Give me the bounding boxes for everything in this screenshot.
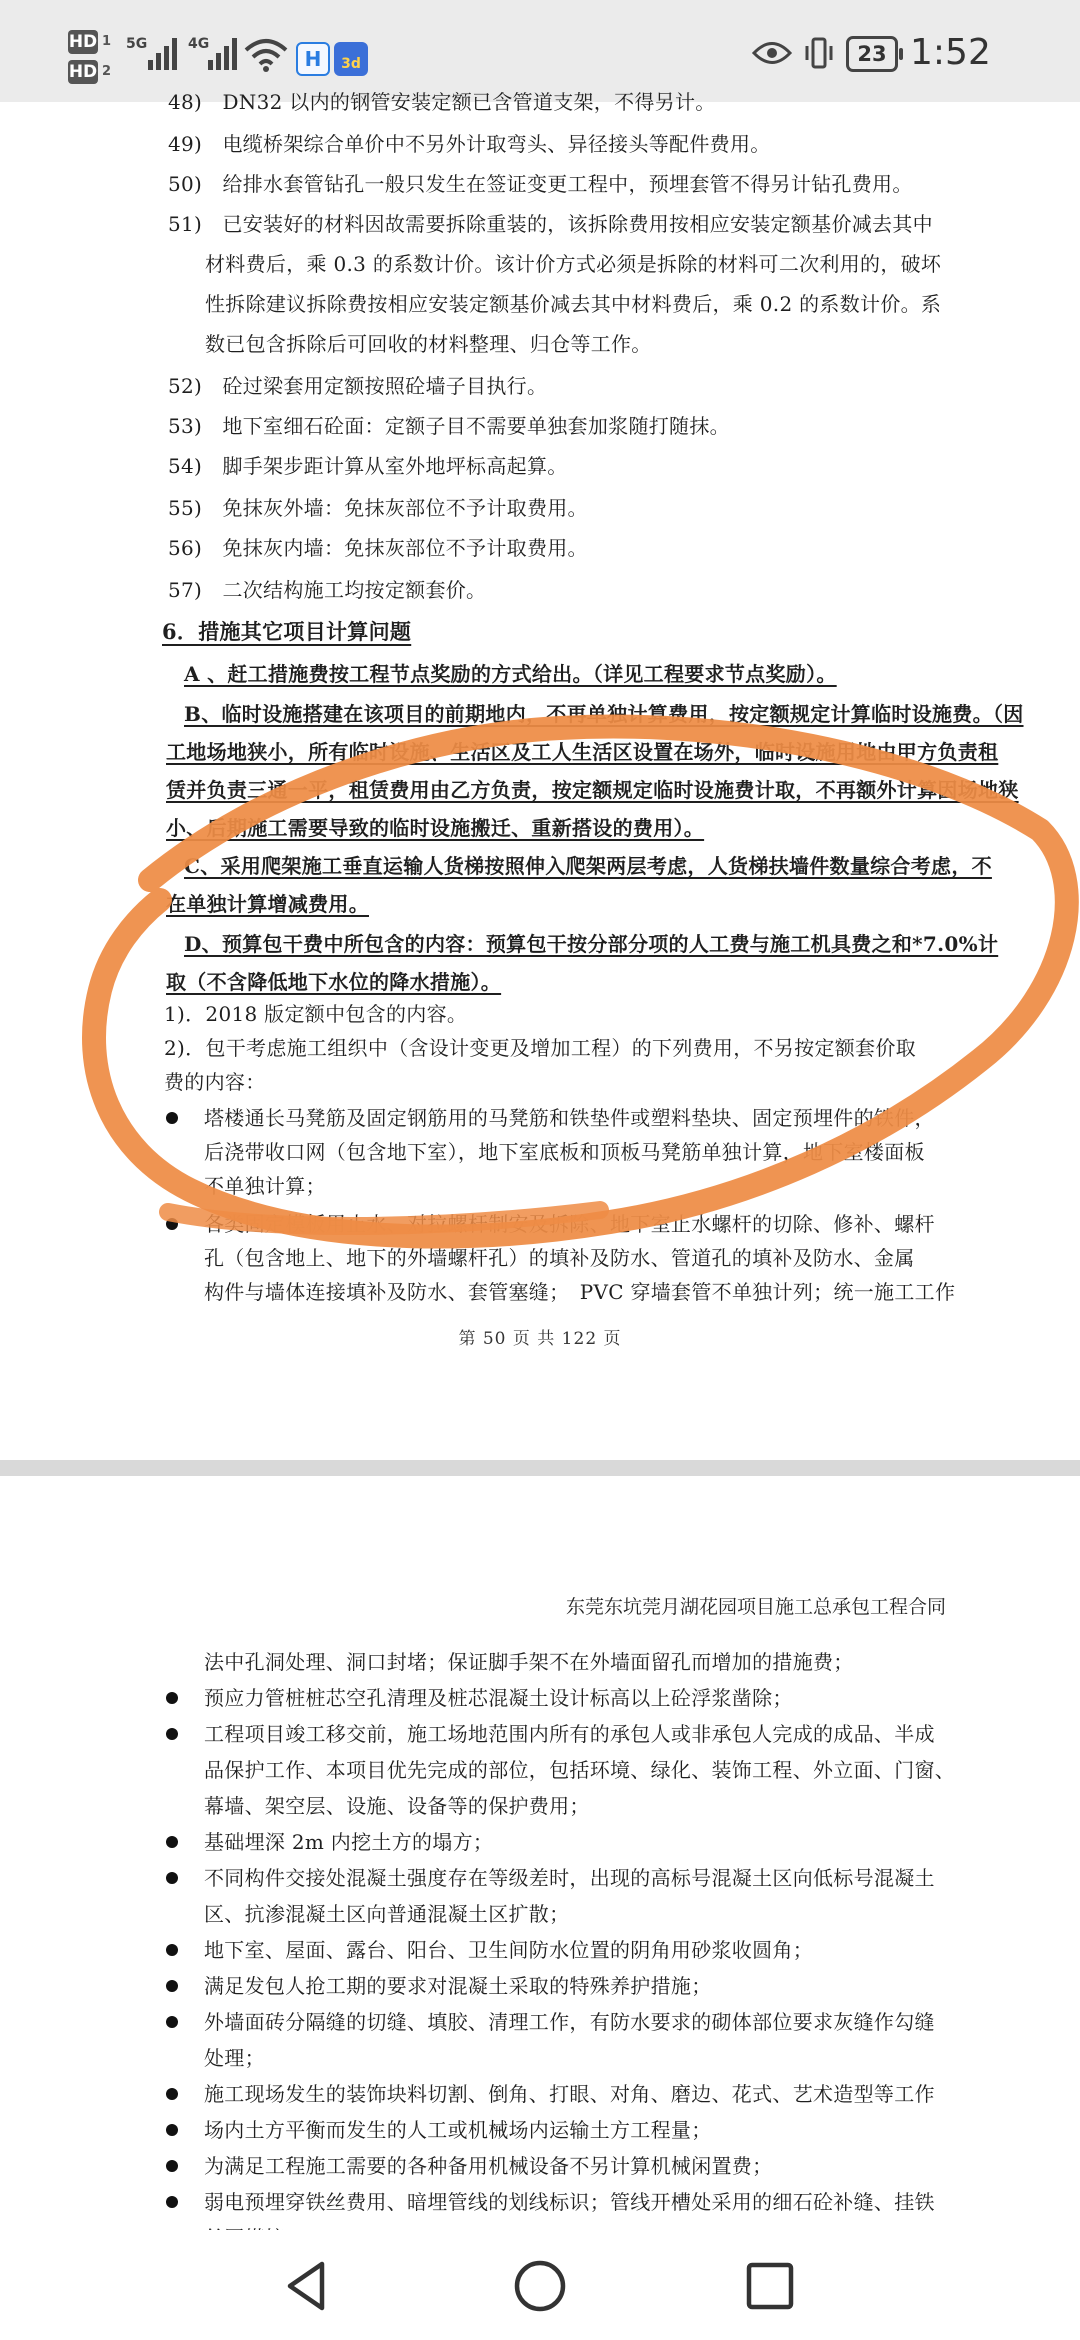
clause-line: 53) 地下室细石砼面：定额子目不需要单独套加浆随打随抹。 <box>168 414 730 438</box>
bullet-icon <box>166 2016 178 2028</box>
clock: 1:52 <box>910 32 991 73</box>
clause-line: 材料费后，乘 0.3 的系数计价。该计价方式必须是拆除的材料可二次利用的，破坏 <box>205 252 942 276</box>
bullet-icon <box>166 1692 178 1704</box>
measure-clause-line: D、预算包干费中所包含的内容：预算包干按分部分项的人工费与施工机具费之和*7.0%计 <box>184 932 999 956</box>
clause-line: 数已包含拆除后可回收的材料整理、归仓等工作。 <box>205 332 652 356</box>
included-item-line: 2)．包干考虑施工组织中（含设计变更及增加工程）的下列费用，不另按定额套价取 <box>164 1036 916 1060</box>
page2-line: 为满足工程施工需要的各种备用机械设备不另计算机械闲置费； <box>204 2154 773 2178</box>
page2-line: 场内土方平衡而发生的人工或机械场内运输土方工程量； <box>204 2118 712 2142</box>
status-right <box>752 32 1012 82</box>
bullet-icon <box>166 1728 178 1740</box>
status-bar <box>0 0 1080 102</box>
clause-line: 56) 免抹灰内墙：免抹灰部位不予计取费用。 <box>168 536 588 560</box>
battery-icon: 23 <box>846 36 898 72</box>
measure-clause-line: 赁并负责三通一平，租赁费用由乙方负责，按定额规定临时设施费计取，不再额外计算因场地狭 <box>166 778 1019 802</box>
page2-line: 幕墙、架空层、设施、设备等的保护费用； <box>204 1794 590 1818</box>
page2-line: 弱电预埋穿铁丝费用、暗埋管线的划线标识；管线开槽处采用的细石砼补缝、挂铁 <box>204 2190 935 2214</box>
app-notification-h-icon: H <box>296 42 330 76</box>
measure-clause-line: B、临时设施搭建在该项目的前期地内，不再单独计算费用，按定额规定计算临时设施费。（因 <box>184 702 1024 726</box>
navigation-bar <box>0 2230 1080 2340</box>
signal-bars-icon <box>148 36 182 70</box>
included-item-line: 构件与墙体连接填补及防水、套管塞缝； PVC 穿墙套管不单独计列；统一施工工作 <box>204 1280 956 1304</box>
page2-line: 不同构件交接处混凝土强度存在等级差时，出现的高标号混凝土区向低标号混凝土 <box>204 1866 935 1890</box>
page2-line: 基础埋深 2m 内挖土方的塌方； <box>204 1830 494 1854</box>
clause-line: 55) 免抹灰外墙：免抹灰部位不予计取费用。 <box>168 496 588 520</box>
page2-line: 区、抗渗混凝土区向普通混凝土区扩散； <box>204 1902 570 1926</box>
page2-line: 满足发包人抢工期的要求对混凝土采取的特殊养护措施； <box>204 1974 712 1998</box>
signal-bars-2-icon <box>208 36 242 70</box>
bullet-icon <box>166 1836 178 1848</box>
app-notification-3d-icon: 3d <box>334 42 368 76</box>
measure-clause-line: 小、后期施工需要导致的临时设施搬迁、重新搭设的费用）。 <box>166 816 705 840</box>
page2-line: 处理； <box>204 2046 265 2070</box>
hd2-number: 2 <box>102 64 112 79</box>
clause-line: 49) 电缆桥架综合单价中不另外计取弯头、异径接头等配件费用。 <box>168 132 771 156</box>
included-item-line: 费的内容： <box>164 1070 266 1094</box>
included-item-line: 各类固定模板用止水、对拉螺杆制安及拆除、地下室止水螺杆的切除、修补、螺杆 <box>204 1212 935 1236</box>
page2-line: 施工现场发生的装饰块料切割、倒角、打眼、对角、磨边、花式、艺术造型等工作 <box>204 2082 935 2106</box>
page2-line: 预应力管桩桩芯空孔清理及桩芯混凝土设计标高以上砼浮浆凿除； <box>204 1686 793 1710</box>
bullet-icon <box>166 2124 178 2136</box>
bullet-icon <box>166 1872 178 1884</box>
page-separator <box>0 1460 1080 1476</box>
measure-clause-line: 工地场地狭小，所有临时设施、生活区及工人生活区设置在场外，临时设施用地由甲方负责租 <box>166 740 999 764</box>
measure-clause-line: C、采用爬架施工垂直运输人货梯按照伸入爬架两层考虑，人货梯扶墙件数量综合考虑，不 <box>184 854 992 878</box>
included-item-line: 塔楼通长马凳筋及固定钢筋用的马凳筋和铁垫件或塑料垫块、固定预埋件的铁件， <box>204 1106 935 1130</box>
network-5g-label: 5G <box>126 36 148 52</box>
page2-line: 品保护工作、本项目优先完成的部位，包括环境、绿化、装饰工程、外立面、门窗、 <box>204 1758 956 1782</box>
section-title: 6．措施其它项目计算问题 <box>162 619 412 644</box>
hd2-badge: HD <box>68 62 98 82</box>
bullet-icon <box>166 1112 178 1124</box>
clause-line: 57) 二次结构施工均按定额套价。 <box>168 578 487 602</box>
bullet-icon <box>166 1980 178 1992</box>
page2-line: 法中孔洞处理、洞口封堵；保证脚手架不在外墙面留孔而增加的措施费； <box>204 1650 854 1674</box>
network-4g-label: 4G <box>188 36 210 52</box>
recents-square-icon[interactable] <box>740 2256 800 2316</box>
included-item-line: 不单独计算； <box>204 1174 326 1198</box>
clause-line: 48) DN32 以内的钢管安装定额已含管道支架，不得另计。 <box>168 90 716 114</box>
bullet-icon <box>166 2160 178 2172</box>
page2-line: 工程项目竣工移交前，施工场地范围内所有的承包人或非承包人完成的成品、半成 <box>204 1722 935 1746</box>
clause-line: 51) 已安装好的材料因故需要拆除重装的，该拆除费用按相应安装定额基价减去其中 <box>168 212 933 236</box>
measure-clause-line: A 、赶工措施费按工程节点奖励的方式给出。（详见工程要求节点奖励）。 <box>184 662 837 686</box>
home-circle-icon[interactable] <box>510 2256 570 2316</box>
hd1-badge: HD <box>68 32 98 52</box>
included-item-line: 1)．2018 版定额中包含的内容。 <box>164 1002 468 1026</box>
clause-line: 54) 脚手架步距计算从室外地坪标高起算。 <box>168 454 568 478</box>
measure-clause-line: 取（不含降低地下水位的降水措施）。 <box>166 970 502 994</box>
included-item-line: 后浇带收口网（包含地下室），地下室底板和顶板马凳筋单独计算，地下室楼面板 <box>204 1140 925 1164</box>
bullet-icon <box>166 1944 178 1956</box>
eye-comfort-icon <box>752 40 792 66</box>
included-item-line: 孔（包含地上、地下的外墙螺杆孔）的填补及防水、管道孔的填补及防水、金属 <box>204 1246 915 1270</box>
clause-line: 50) 给排水套管钻孔一般只发生在签证变更工程中，预埋套管不得另计钻孔费用。 <box>168 172 913 196</box>
bullet-icon <box>166 1218 178 1230</box>
hd-indicators <box>68 28 122 88</box>
hd1-number: 1 <box>102 34 112 49</box>
vibrate-icon <box>804 36 834 70</box>
running-header: 东莞东坑莞月湖花园项目施工总承包工程合同 <box>565 1596 946 1618</box>
bullet-icon <box>166 2196 178 2208</box>
measure-clause-line: 在单独计算增减费用。 <box>166 892 369 916</box>
bullet-icon <box>166 2088 178 2100</box>
clause-line: 52) 砼过梁套用定额按照砼墙子目执行。 <box>168 374 548 398</box>
wifi-icon <box>244 38 288 72</box>
back-triangle-icon[interactable] <box>278 2256 338 2316</box>
clause-line: 性拆除建议拆除费按相应安装定额基价减去其中材料费后，乘 0.2 的系数计价。系 <box>205 292 942 316</box>
page-number: 第 50 页 共 122 页 <box>458 1329 622 1349</box>
page2-line: 地下室、屋面、露台、阳台、卫生间防水位置的阴角用砂浆收圆角； <box>204 1938 813 1962</box>
page2-line: 外墙面砖分隔缝的切缝、填胶、清理工作，有防水要求的砌体部位要求灰缝作勾缝 <box>204 2010 935 2034</box>
